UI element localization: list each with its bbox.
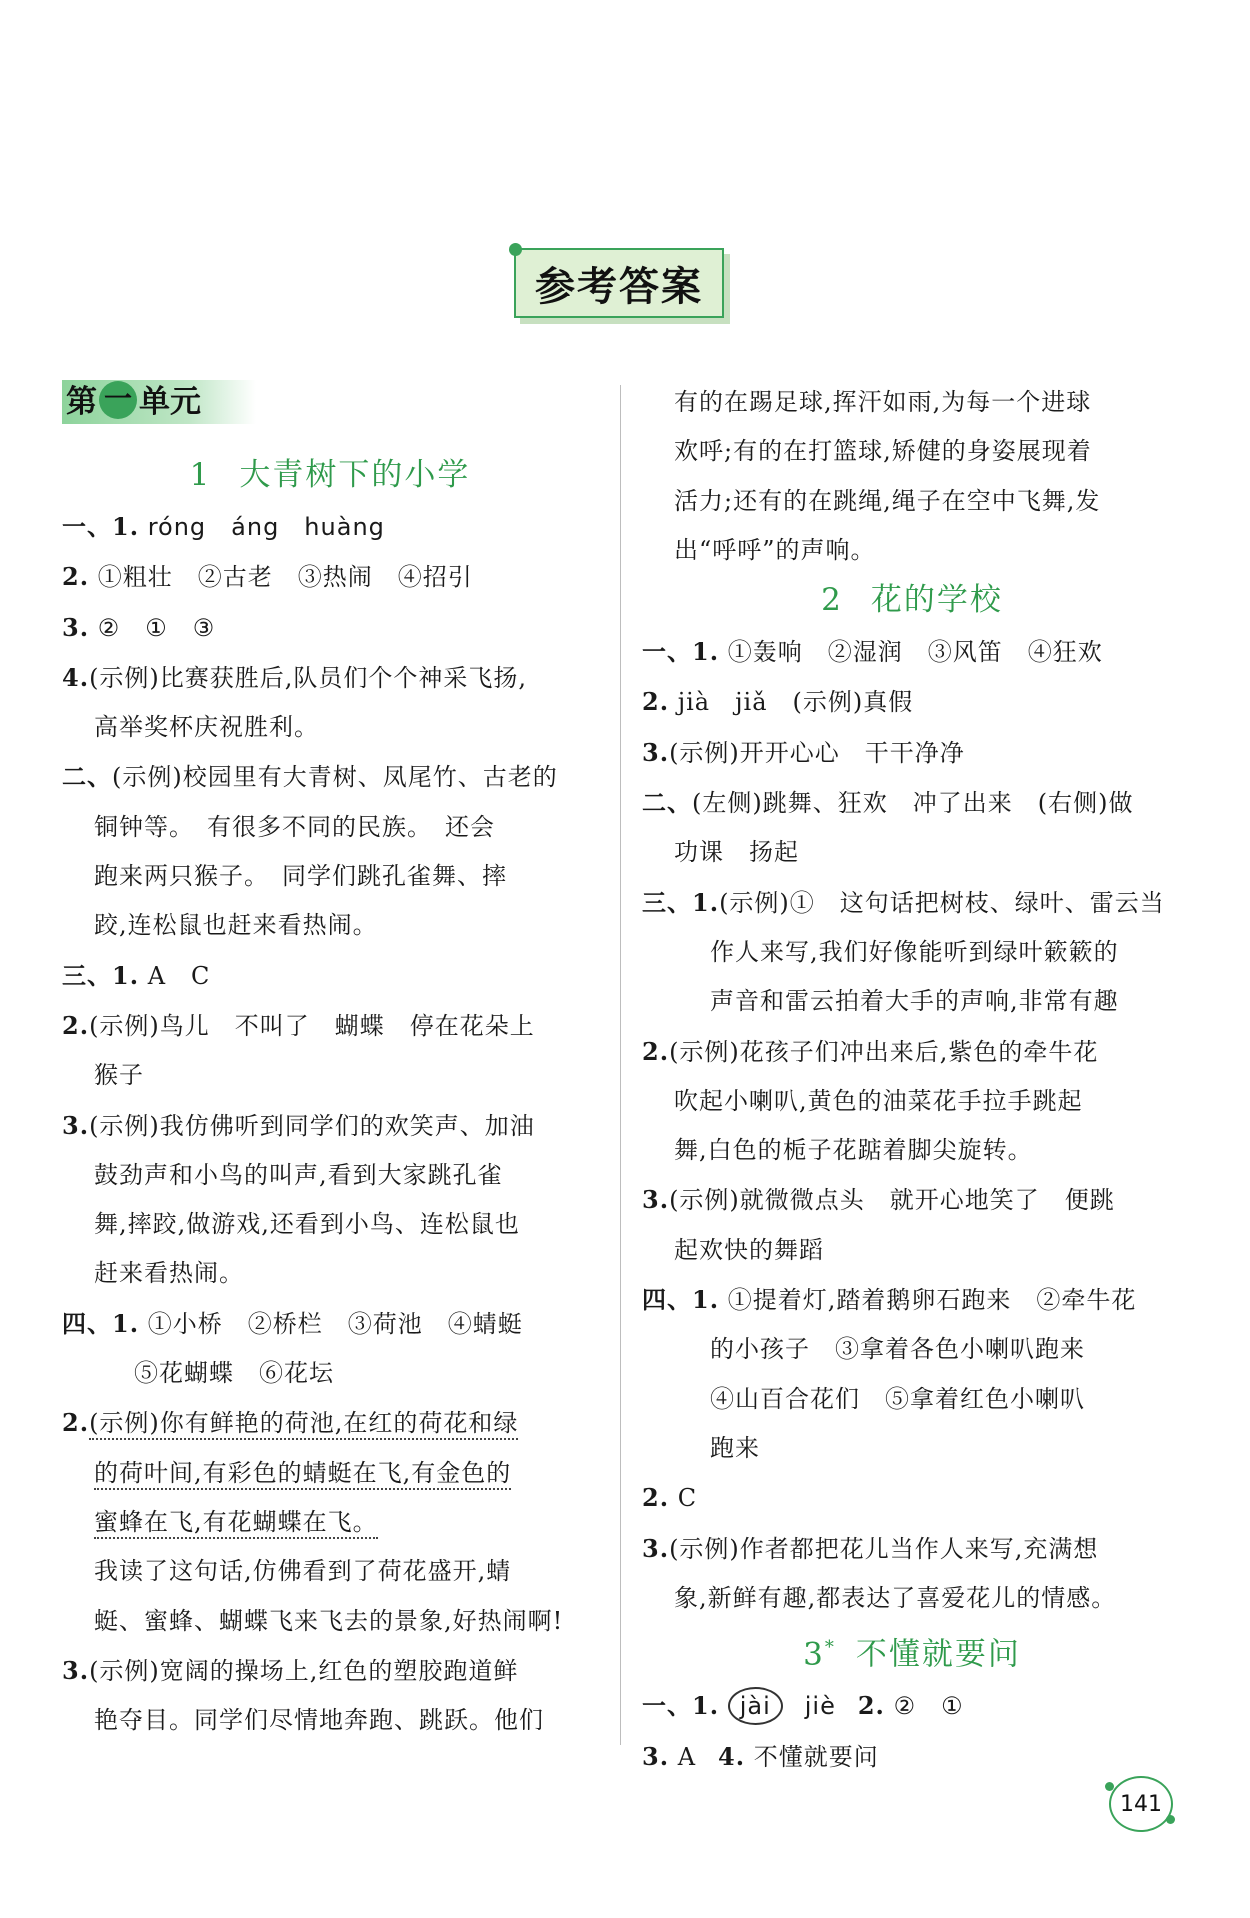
answer-line	[642, 1077, 1182, 1126]
answer-line	[62, 1249, 598, 1298]
item-text: 起欢快的舞蹈	[674, 1235, 824, 1264]
title-box	[514, 248, 724, 318]
answer-line	[642, 1126, 1182, 1175]
item-label: 三、1.	[642, 887, 720, 917]
item-label: 三、1.	[62, 960, 140, 990]
item-text: 的荷叶间,有彩色的蜻蜓在飞,有金色的	[94, 1459, 511, 1490]
unit-suffix: 单元	[139, 384, 201, 420]
item-text: jià jiǎ (示例)真假	[669, 688, 914, 717]
page-title: 参考答案	[535, 262, 703, 310]
item-text: jiè	[804, 1692, 836, 1721]
lesson-1-title	[62, 450, 598, 500]
answer-line	[62, 1299, 598, 1349]
answer-line	[62, 653, 598, 703]
item-label: 2.	[62, 1408, 90, 1438]
unit-prefix: 第	[66, 384, 97, 420]
lesson-2-number: 2	[821, 582, 843, 619]
item-text: (左侧)跳舞、狂欢 冲了出来 (右侧)做	[692, 789, 1134, 818]
lesson-3-name: 不懂就要问	[855, 1636, 1021, 1673]
item-label: 3.	[62, 1110, 90, 1140]
item-label: 2.	[642, 687, 670, 717]
answer-line	[642, 1226, 1182, 1275]
item-label: 二、	[62, 762, 112, 792]
item-label: 2.	[642, 1483, 670, 1513]
answer-line	[642, 1681, 1182, 1731]
answer-line	[62, 1200, 598, 1249]
item-label: 2.	[62, 1010, 90, 1040]
item-text: ①提着灯,踏着鹅卵石跑来 ②牵牛花	[719, 1286, 1137, 1315]
item-text: 舞,摔跤,做游戏,还看到小鸟、连松鼠也	[94, 1210, 520, 1239]
unit-number: 一	[103, 381, 132, 415]
answer-line	[62, 552, 598, 602]
item-text: 铜钟等。 有很多不同的民族。 还会	[94, 812, 495, 841]
item-text: (示例)我仿佛听到同学们的欢笑声、加油	[89, 1111, 535, 1140]
item-text: 高举奖杯庆祝胜利。	[94, 713, 319, 742]
answer-line	[642, 1473, 1182, 1523]
answer-line	[62, 1398, 598, 1448]
item-text: ①小桥 ②桥栏 ③荷池 ④蜻蜓	[139, 1309, 523, 1338]
unit-heading	[62, 380, 256, 424]
item-text: ④山百合花们 ⑤拿着红色小喇叭	[710, 1384, 1085, 1413]
item-text: 艳夺目。同学们尽情地奔跑、跳跃。他们	[94, 1706, 544, 1735]
item-text: 功课 扬起	[674, 838, 799, 867]
item-text: (示例)就微微点头 就开心地笑了 便跳	[669, 1186, 1115, 1215]
answer-line	[642, 977, 1182, 1026]
lesson-1-name: 大青树下的小学	[239, 457, 471, 493]
answer-line	[62, 803, 598, 852]
item-label: 2.	[62, 562, 90, 592]
item-text: 鼓劲声和小鸟的叫声,看到大家跳孔雀	[94, 1160, 503, 1189]
column-divider	[620, 385, 621, 1745]
item-text: 出“呼呼”的声响。	[674, 535, 876, 564]
item-text: (示例)花孩子们冲出来后,紫色的牵牛花	[669, 1037, 1099, 1066]
item-text: (示例)开开心心 干干净净	[669, 738, 965, 767]
lesson-2-name: 花的学校	[870, 582, 1003, 619]
circled-pinyin: jài	[728, 1687, 783, 1725]
item-text: 猴子	[94, 1061, 144, 1090]
lesson-3-title	[642, 1623, 1182, 1679]
lesson-3-star: *	[824, 1637, 836, 1659]
page-number-dot	[1105, 1782, 1114, 1791]
item-text: (示例)你有鲜艳的荷池,在红的荷花和绿	[89, 1409, 518, 1440]
item-text: (示例)鸟儿 不叫了 蝴蝶 停在花朵上	[89, 1011, 535, 1040]
answer-line	[62, 1646, 598, 1696]
answer-line	[642, 828, 1182, 877]
item-label: 4.	[718, 1741, 746, 1771]
item-label: 3.	[642, 737, 670, 767]
item-text: 欢呼;有的在打篮球,矫健的身姿展现着	[674, 437, 1092, 466]
item-text: 有的在踢足球,挥汗如雨,为每一个进球	[674, 388, 1092, 416]
answer-line	[62, 951, 598, 1001]
page-number-dot	[1166, 1815, 1175, 1824]
answer-line	[62, 703, 598, 752]
item-text: 不懂就要问	[753, 1742, 879, 1771]
answer-line	[642, 1175, 1182, 1225]
right-column	[642, 378, 1182, 1782]
item-text: 活力;还有的在跳绳,绳子在空中飞舞,发	[674, 486, 1101, 515]
answer-line	[642, 928, 1182, 977]
answer-line	[62, 852, 598, 901]
answer-line	[62, 1597, 598, 1646]
item-label: 3.	[62, 1655, 90, 1685]
unit-number-circle	[99, 381, 137, 419]
answer-line	[642, 1524, 1182, 1574]
item-label: 3.	[642, 1741, 670, 1771]
item-text: 跑来两只猴子。 同学们跳孔雀舞、摔	[94, 862, 507, 891]
answer-line	[642, 477, 1182, 526]
answer-line	[642, 1424, 1182, 1473]
page-number-badge	[1109, 1776, 1173, 1832]
item-label: 四、1.	[62, 1308, 140, 1338]
answer-line	[62, 1101, 598, 1151]
answer-line	[642, 728, 1182, 778]
item-label: 一、1.	[62, 512, 140, 541]
item-label: 3.	[642, 1533, 670, 1563]
item-text: 舞,白色的栀子花踮着脚尖旋转。	[674, 1136, 1033, 1165]
answer-line	[62, 1449, 598, 1498]
item-text: 蜜蜂在飞,有花蝴蝶在飞。	[94, 1508, 378, 1539]
item-text: (示例)比赛获胜后,队员们个个神采飞扬,	[89, 663, 528, 692]
item-label: 一、1.	[642, 1691, 720, 1721]
lesson-2-title	[642, 575, 1182, 625]
item-label: 二、	[642, 788, 692, 818]
item-text: (示例)宽阔的操场上,红色的塑胶跑道鲜	[89, 1656, 519, 1685]
page-number: 141	[1120, 1791, 1162, 1817]
answer-line	[642, 878, 1182, 928]
answer-line	[62, 1001, 598, 1051]
answer-line	[62, 901, 598, 950]
item-text: ①轰响 ②湿润 ③风笛 ④狂欢	[719, 638, 1103, 667]
item-text: 赶来看热闹。	[94, 1259, 244, 1288]
answer-line	[642, 1375, 1182, 1424]
answer-line	[62, 752, 598, 802]
item-text: 跤,连松鼠也赶来看热闹。	[94, 911, 378, 940]
lesson-1-number: 1	[189, 457, 212, 493]
answer-line	[62, 1051, 598, 1100]
answer-line	[642, 526, 1182, 575]
item-text: 象,新鲜有趣,都表达了喜爱花儿的情感。	[674, 1583, 1117, 1612]
item-text: 跑来	[710, 1433, 760, 1462]
answer-line	[642, 378, 1182, 427]
item-text: ⑤花蝴蝶 ⑥花坛	[134, 1359, 334, 1388]
answer-line	[62, 1151, 598, 1200]
item-label: 3.	[62, 612, 90, 642]
item-label: 一、1.	[642, 637, 720, 667]
item-label: 3.	[642, 1185, 670, 1215]
item-text: 声音和雷云拍着大手的声响,非常有趣	[710, 987, 1119, 1016]
answer-line	[642, 778, 1182, 828]
item-text: A	[677, 1742, 697, 1771]
item-text: róng áng huàng	[139, 513, 385, 541]
item-text: (示例)校园里有大青树、凤尾竹、古老的	[112, 763, 558, 792]
answer-line	[642, 1325, 1182, 1374]
item-text: 的小孩子 ③拿着各色小喇叭跑来	[710, 1335, 1085, 1364]
answer-line	[642, 427, 1182, 476]
item-text: 蜓、蜜蜂、蝴蝶飞来飞去的景象,好热闹啊!	[94, 1606, 564, 1635]
answer-line	[642, 1275, 1182, 1325]
item-text: 作人来写,我们好像能听到绿叶簌簌的	[710, 937, 1119, 966]
item-text: 我读了这句话,仿佛看到了荷花盛开,蜻	[94, 1557, 512, 1586]
answer-line	[642, 1027, 1182, 1077]
item-label: 四、1.	[642, 1285, 720, 1315]
answer-line	[62, 502, 598, 552]
item-text: A C	[139, 961, 211, 990]
answer-line	[642, 1732, 1182, 1782]
item-text: ①粗壮 ②古老 ③热闹 ④招引	[89, 563, 473, 592]
item-text: ② ① ③	[89, 613, 216, 642]
item-text: ② ①	[893, 1692, 964, 1721]
item-label: 2.	[857, 1691, 885, 1721]
answer-line	[62, 1547, 598, 1596]
item-text: 吹起小喇叭,黄色的油菜花手拉手跳起	[674, 1086, 1083, 1115]
lesson-3-number: 3	[803, 1636, 825, 1673]
left-column	[62, 380, 598, 1745]
answer-line	[642, 627, 1182, 677]
answer-line	[62, 1696, 598, 1745]
answer-line	[642, 677, 1182, 727]
answer-line	[62, 1498, 598, 1547]
item-label: 2.	[642, 1036, 670, 1066]
item-label: 4.	[62, 662, 90, 692]
answer-line	[62, 1349, 598, 1398]
item-text: (示例)作者都把花儿当作人来写,充满想	[669, 1534, 1099, 1563]
item-text: C	[669, 1484, 698, 1513]
item-text: (示例)① 这句话把树枝、绿叶、雷云当	[719, 888, 1165, 917]
answer-line	[642, 1574, 1182, 1623]
answer-line	[62, 603, 598, 653]
